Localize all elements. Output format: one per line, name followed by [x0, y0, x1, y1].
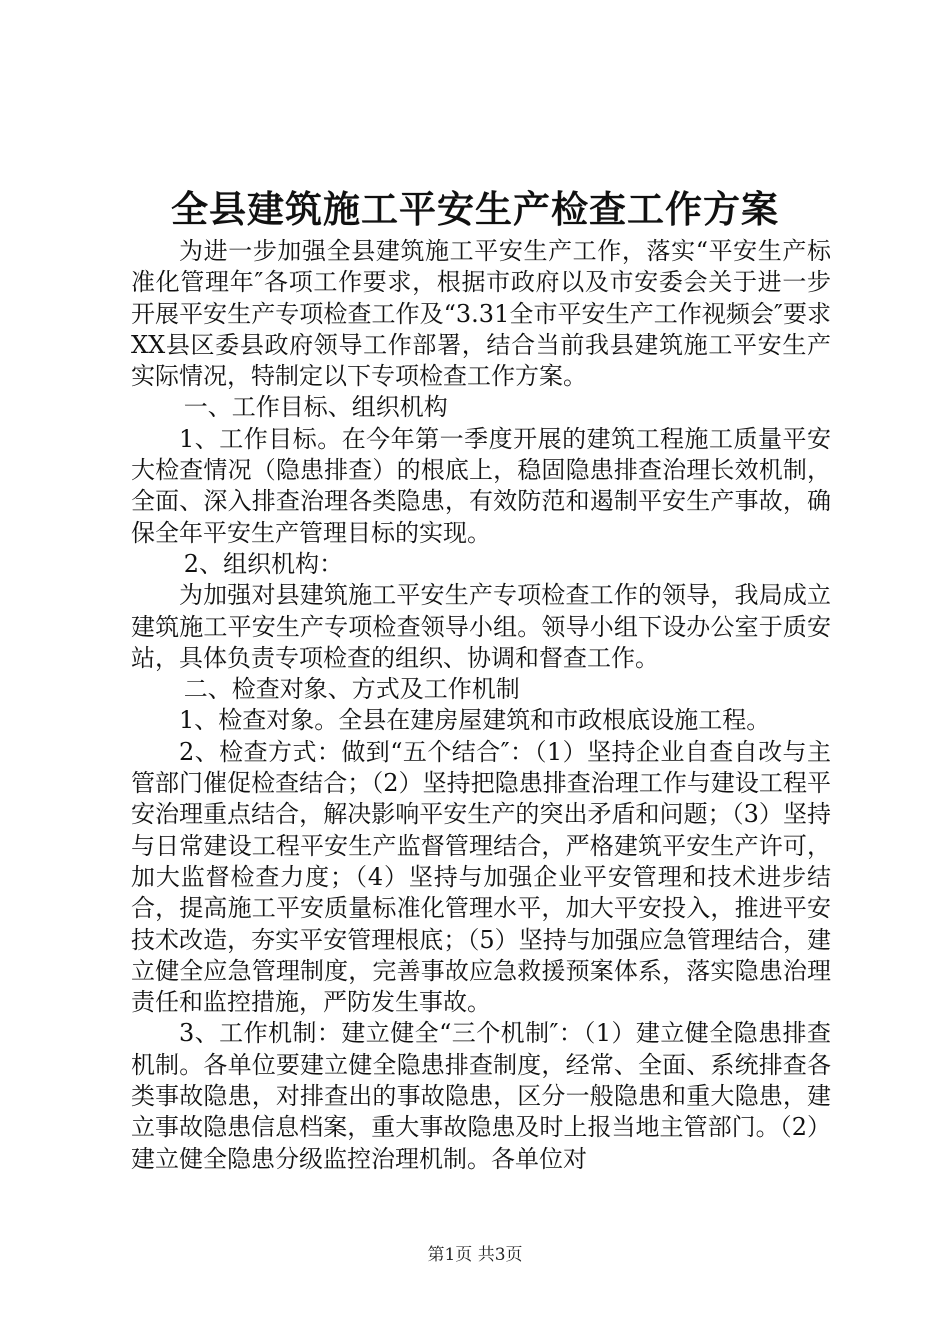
- document-body: [131, 236, 831, 1175]
- paragraph-work-mechanism: 3、工作机制：建立健全“三个机制″：（1）建立健全隐患排查机制。各单位要建立健全隐患排查制度，经常、全面、系统排查各类事故隐患，对排查出的事故隐患，区分一般隐患和重大隐患，建立事故隐患信息档案，重大事故隐患及时上报当地主管部门。（2）建立健全隐患分级监控治理机制。各单位对: [131, 1019, 831, 1173]
- section-heading-1: 一、工作目标、组织机构: [183, 393, 448, 422]
- paragraph-intro: 为进一步加强全县建筑施工平安生产工作，落实“平安生产标准化管理年″各项工作要求，根据市政府以及市安委会关于进一步开展平安生产专项检查工作及“3.31全市平安生产工作视频会″要求XX县区委县政府领导工作部署，结合当前我县建筑施工平安生产实际情况，特制定以下专项检查工作方案。: [131, 237, 831, 391]
- paragraph-organization: 为加强对县建筑施工平安生产专项检查工作的领导，我局成立建筑施工平安生产专项检查领导小组。领导小组下设办公室于质安站，具体负责专项检查的组织、协调和督查工作。: [131, 581, 831, 672]
- document-title: 全县建筑施工平安生产检查工作方案: [171, 187, 779, 231]
- page-footer: 第1页 共3页: [427, 1245, 523, 1265]
- section-heading-2: 二、检查对象、方式及工作机制: [183, 675, 520, 704]
- paragraph-inspection-method: 2、检查方式：做到“五个结合″：（1）坚持企业自查自改与主管部门催促检查结合；（2）坚持把隐患排查治理工作与建设工程平安治理重点结合，解决影响平安生产的突出矛盾和问题；（3）坚持与日常建设工程平安生产监督管理结合，严格建筑平安生产许可，加大监督检查力度；（4）坚持与加强企业平安管理和技术进步结合，提高施工平安质量标准化管理水平，加大平安投入，推进平安技术改造，夯实平安管理根底；（5）坚持与加强应急管理结合，建立健全应急管理制度，完善事故应急救援预案体系，落实隐患治理责任和监控措施，严防发生事故。: [131, 737, 831, 1017]
- paragraph-inspection-target: 1、检查对象。全县在建房屋建筑和市政根底设施工程。: [179, 706, 771, 735]
- subheading-organization: 2、组织机构：: [183, 549, 344, 578]
- paragraph-goal: 1、工作目标。在今年第一季度开展的建筑工程施工质量平安大检查情况（隐患排查）的根底上，稳固隐患排查治理长效机制，全面、深入排查治理各类隐患，有效防范和遏制平安生产事故，确保全年平安生产管理目标的实现。: [131, 424, 831, 547]
